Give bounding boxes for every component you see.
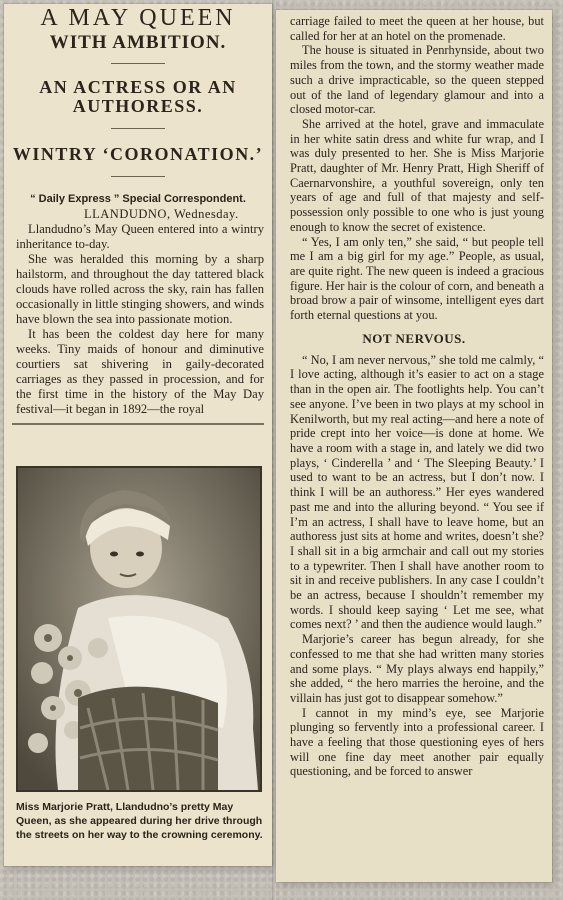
left-clipping (4, 4, 272, 866)
paragraph: She arrived at the hotel, grave and immaculate in her white satin dress and white fur wrap, and I was duly presented to her. She is Miss Marjorie Pratt, daughter of Mr. Henry Pratt, High Sheriff of Caernarvonshire, a youthful sovereign, only ten years of age and full of that majesty and self-possession only possible to one who is just young enough to know the secret of existence. (290, 116, 544, 234)
subheading: NOT NERVOUS. (362, 330, 466, 346)
paragraph: Marjorie’s career has begun already, for she confessed to me that she had written many stories and some plays. “ My plays always end happily,” she added, “ the hero marries the heroine, and the villain has just got to disappear somehow.” (290, 632, 544, 705)
headline-main: A MAY QUEEN (40, 5, 236, 31)
divider (111, 128, 165, 129)
photo-may-queen (16, 466, 262, 792)
headline-wintry: WINTRY ‘CORONATION.’ (12, 143, 264, 164)
article-body-left (4, 222, 272, 417)
paragraph: I cannot in my mind’s eye, see Marjorie plunging so fervently into a professional career. I have a feeling that those questioning eyes of hers will one fine day meet another pair equally questioning, and be forced to answer (290, 705, 544, 779)
right-clipping (276, 10, 552, 882)
article-body-right-bottom (276, 353, 552, 779)
paragraph: “ No, I am never nervous,” she told me calmly, “ I love acting, although it’s easier to act on a stage than in the open air. The footlights help. You can’t see anyone. I’ve been in two plays at my school in Kenilworth, but my real acting—and here a note of pride crept into her voice—is done at home. We have a room with a stage in, and lately we did two plays, ‘ Cinderella ’ and ‘ The Sleeping Beauty.’ I used to want to be an actress, but I don’t now. I think I will be an authoress.” Her eyes wandered past me and into the alluring beyond. “ You see if I’m an actress, I shall have to leave home, but an authoress just sits at home and writes, doesn’t she? I shall sit in a big armchair and call out my stories to a typewriter. Then I shall have another room to sit in and receive publishers. In any case I couldn’t be an actress, because I shouldn’t remember my words. I should keep saying ‘ Let me see, what comes next? ’ and then the audience would laugh.” (290, 352, 544, 632)
divider (111, 176, 165, 177)
column-rule (12, 423, 264, 425)
headline-sub: WITH AMBITION. (49, 32, 227, 54)
byline: “ Daily Express ” Special Correspondent. (30, 192, 246, 205)
paragraph: The house is situated in Penrhynside, about two miles from the town, and the stormy weather made such a drive impracticable, so the queen stepped out of the land of legendary glamour and into a closed motor-car. (290, 43, 544, 117)
dateline: LLANDUDNO, Wednesday. (84, 206, 239, 221)
paragraph: “ Yes, I am only ten,” she said, “ but people tell me I am a big girl for my age.” People, as usual, are quite right. The new queen is indeed a gracious figure. Her hair is the colour of corn, and beneath a broad brow a pair of winsome, intelligent eyes dart forth eternal questions at you. (290, 234, 544, 323)
paragraph: She was heralded this morning by a sharp hailstorm, and throughout the day tattered black clouds have rolled across the sky, rain has fallen occasionally in little stinging showers, and winds have blown the sea into passionate motion. (16, 251, 264, 326)
photo-caption: Miss Marjorie Pratt, Llandudno’s pretty May Queen, as she appeared during her drive through the streets on her way to the crowning ceremony. (16, 801, 263, 841)
portrait-image (18, 468, 260, 790)
paragraph: carriage failed to meet the queen at her house, but called for her at an hotel on the promenade. (290, 14, 544, 43)
divider (111, 63, 165, 64)
paragraph: Llandudno’s May Queen entered into a wintry inheritance to-day. (16, 221, 264, 251)
paragraph: It has been the coldest day here for many weeks. Tiny maids of honour and diminutive courtiers sat shivering in gaily-decorated carriages as they passed in procession, and for the first time in the history of the May Day festival—it began in 1892—the royal (16, 326, 264, 416)
headline-deck: AN ACTRESS OR AN AUTHORESS. (39, 77, 237, 117)
article-body-right-top (276, 10, 552, 323)
